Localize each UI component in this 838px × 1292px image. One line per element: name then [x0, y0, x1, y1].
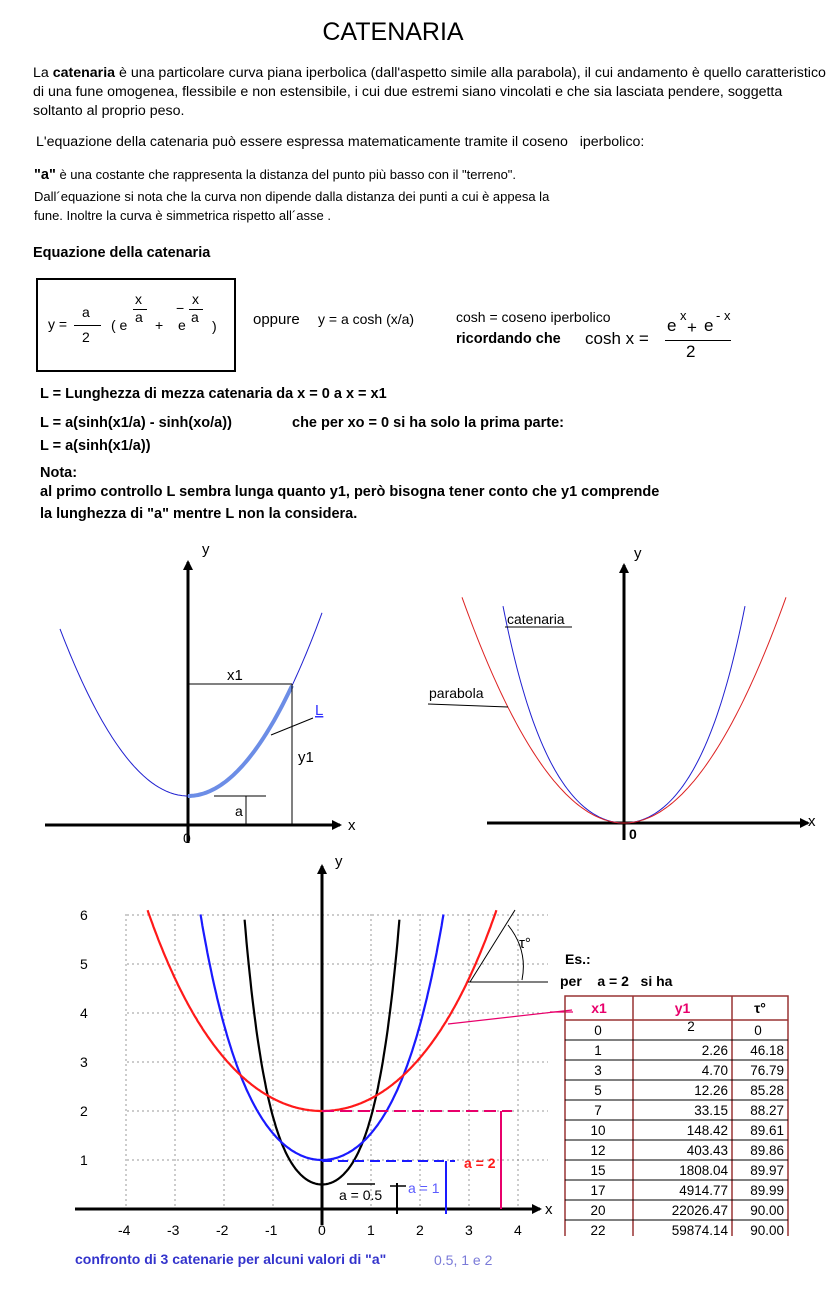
cosh-num-mx: - x	[716, 308, 731, 323]
fig3-y-tick-label: 3	[80, 1054, 88, 1070]
fig3-x-tick-label: -1	[265, 1222, 278, 1238]
cosh-num-e2: e	[704, 316, 714, 335]
cosh-definition: cosh = coseno iperbolico	[456, 309, 611, 325]
formula-plus: +	[155, 317, 164, 333]
table-cell-y1: 59874.14	[671, 1223, 728, 1236]
table-cell-x1: 12	[590, 1143, 606, 1158]
intro-rest: è una particolare curva piana iperbolica (dall'aspetto simile alla parabola), il cui andamento è quello caratteristico di una fune omogenea, flessibile e non estensibile, i cui due estremi siano vincolati e che sia lasciata pendere, soggetta soltanto al proprio peso.	[33, 65, 826, 119]
table-cell-tau: 85.28	[750, 1083, 784, 1098]
table-cell-tau: 89.99	[750, 1183, 784, 1198]
table-cell-x1: 20	[590, 1203, 606, 1218]
fig2-catenaria-label: catenaria	[507, 611, 565, 627]
cosh-den-2: 2	[686, 342, 696, 361]
formula-fraction-line	[74, 325, 101, 326]
ricordando-text: ricordando che	[456, 331, 561, 347]
table-cell-y1: 2	[687, 1019, 695, 1034]
table-cell-tau: 89.86	[750, 1143, 784, 1158]
table-cell-y1: 4914.77	[679, 1183, 728, 1198]
fig1-x-label: x	[348, 817, 356, 834]
fig3-label-a1: a = 1	[408, 1180, 440, 1196]
table-cell-y1: 403.43	[686, 1143, 728, 1158]
formula-minus: −	[176, 300, 185, 316]
intro-term: catenaria	[52, 65, 116, 81]
cosh-intro: L'equazione della catenaria può essere espressa matematicamente tramite il coseno iperbolico:	[36, 134, 645, 150]
table-cell-y1: 12.26	[694, 1083, 728, 1098]
formula-2: 2	[82, 329, 90, 345]
table-cell-x1: 10	[590, 1123, 606, 1138]
formula-exp-a1: a	[135, 309, 143, 325]
table-cell-x1: 22	[590, 1223, 606, 1236]
fig3-x-tick-label: 0	[318, 1222, 326, 1238]
fig1-y1-label: y1	[298, 749, 314, 766]
table-cell-x1: 0	[594, 1023, 602, 1038]
fig3-per-label: per a = 2 si ha	[560, 973, 673, 989]
formula-open: ( e	[111, 317, 128, 333]
a-symbol: "a"	[34, 167, 56, 183]
table-cell-tau: 90.00	[750, 1203, 784, 1218]
fig3-caption-values: 0.5, 1 e 2	[434, 1252, 493, 1268]
fig1-L-label: L	[315, 702, 324, 719]
fig3-y-tick-label: 2	[80, 1103, 88, 1119]
a-description-text: è una costante che rappresenta la distanza del punto più basso con il "terreno".	[55, 167, 517, 182]
table-cell-tau: 89.61	[750, 1123, 784, 1138]
table-cell-tau: 76.79	[750, 1063, 784, 1078]
fig3-x-ticks	[118, 1222, 522, 1238]
fig2-origin-label: 0	[629, 826, 637, 842]
formula-y: y =	[48, 316, 68, 332]
table-cell-x1: 15	[590, 1163, 606, 1178]
table-cells	[590, 1000, 784, 1236]
table-cell-x1: 17	[590, 1183, 606, 1198]
fig1-x1-label: x1	[227, 667, 243, 684]
length-formula: L = a(sinh(x1/a) - sinh(xo/a))	[40, 415, 232, 431]
fig3-x-label: x	[545, 1201, 553, 1218]
table-cell-y1: 148.42	[686, 1123, 728, 1138]
fig3-y-tick-label: 5	[80, 956, 88, 972]
figure-catenary-length	[0, 530, 420, 850]
equation-heading: Equazione della catenaria	[33, 245, 211, 261]
table-cell-tau: 46.18	[750, 1043, 784, 1058]
fig3-x-tick-label: 4	[514, 1222, 522, 1238]
table-cell-tau: 88.27	[750, 1103, 784, 1118]
fig3-y-label: y	[335, 853, 343, 870]
fig1-y-label: y	[202, 541, 210, 558]
intro-prefix: La	[33, 65, 53, 81]
formula-exp-x2: x	[192, 291, 199, 307]
table-cell-tau: 89.97	[750, 1163, 784, 1178]
length-formula-note: che per xo = 0 si ha solo la prima parte:	[292, 415, 564, 431]
independence-note-2: fune. Inoltre la curva è simmetrica rispetto all´asse .	[34, 208, 331, 223]
fig2-parabola-label: parabola	[429, 685, 484, 701]
table-cell-y1: 1808.04	[679, 1163, 728, 1178]
fig2-x-label: x	[808, 813, 816, 830]
fig3-x-tick-label: 1	[367, 1222, 375, 1238]
table-header-cell: τ°	[754, 1000, 766, 1016]
fig3-x-tick-label: -4	[118, 1222, 131, 1238]
nota-heading: Nota:	[40, 465, 78, 481]
fig2-parabola-underline	[428, 704, 508, 707]
fig3-tangent-angle-arc	[508, 925, 523, 980]
table-cell-x1: 3	[594, 1063, 602, 1078]
table-cell-tau: 0	[754, 1023, 762, 1038]
fig3-x-tick-label: -2	[216, 1222, 229, 1238]
table-cell-y1: 4.70	[701, 1063, 728, 1078]
cosh-fraction-line	[665, 340, 731, 341]
fig3-label-a05: a = 0.5	[339, 1187, 383, 1203]
values-table	[560, 992, 792, 1236]
fig3-x-tick-label: 2	[416, 1222, 424, 1238]
cosh-num-e1: e	[667, 316, 677, 335]
intro-paragraph	[33, 64, 828, 121]
fig3-y-tick-label: 1	[80, 1152, 88, 1168]
table-cell-tau: 90.00	[750, 1223, 784, 1236]
table-header-cell: x1	[591, 1000, 607, 1016]
cosh-num-x: x	[680, 308, 687, 323]
fig3-y-tick-label: 6	[80, 907, 88, 923]
oppure-text: oppure	[253, 311, 300, 328]
cosh-equation: y = a cosh (x/a)	[318, 311, 415, 327]
formula-exp-a2: a	[191, 309, 199, 325]
formula-close: )	[212, 318, 217, 334]
formula-a: a	[82, 304, 90, 320]
fig2-y-label: y	[634, 545, 642, 562]
table-cell-x1: 5	[594, 1083, 602, 1098]
nota-line-2: la lunghezza di "a" mentre L non la considera.	[40, 506, 358, 522]
cosh-x-label: cosh x =	[585, 329, 649, 348]
table-cell-y1: 22026.47	[671, 1203, 728, 1218]
fig3-x-tick-label: 3	[465, 1222, 473, 1238]
table-cell-x1: 7	[594, 1103, 602, 1118]
fig1-a-label: a	[235, 803, 243, 819]
independence-note-1: Dall´equazione si nota che la curva non dipende dalla distanza dei punti a cui è appesa la	[34, 189, 550, 204]
page-title: CATENARIA	[322, 18, 464, 46]
fig1-length-arc	[188, 686, 292, 796]
length-formula-simple: L = a(sinh(x1/a))	[40, 438, 151, 454]
fig3-y-tick-label: 4	[80, 1005, 88, 1021]
formula-e2: e	[178, 317, 186, 333]
fig3-es-label: Es.:	[565, 951, 591, 967]
fig3-label-a2: a = 2	[464, 1155, 496, 1171]
fig3-y-ticks	[80, 907, 88, 1168]
table-cell-y1: 2.26	[701, 1043, 728, 1058]
table-header-cell: y1	[674, 1000, 691, 1016]
length-definition: L = Lunghezza di mezza catenaria da x = 0 a x = x1	[40, 386, 387, 402]
fig3-x-tick-label: -3	[167, 1222, 180, 1238]
formula-exp-x1: x	[135, 291, 142, 307]
fig3-tau-label: τ°	[519, 935, 531, 952]
table-cell-y1: 33.15	[694, 1103, 728, 1118]
figure-catenary-vs-parabola	[420, 530, 838, 850]
nota-line-1: al primo controllo L sembra lunga quanto y1, però bisogna tener conto che y1 comprende	[40, 484, 660, 500]
a-description	[34, 165, 794, 185]
fig3-caption: confronto di 3 catenarie per alcuni valori di "a"	[75, 1251, 387, 1267]
table-cell-x1: 1	[594, 1043, 602, 1058]
fig1-origin-label: 0	[183, 830, 191, 846]
cosh-num-plus: +	[687, 318, 697, 337]
